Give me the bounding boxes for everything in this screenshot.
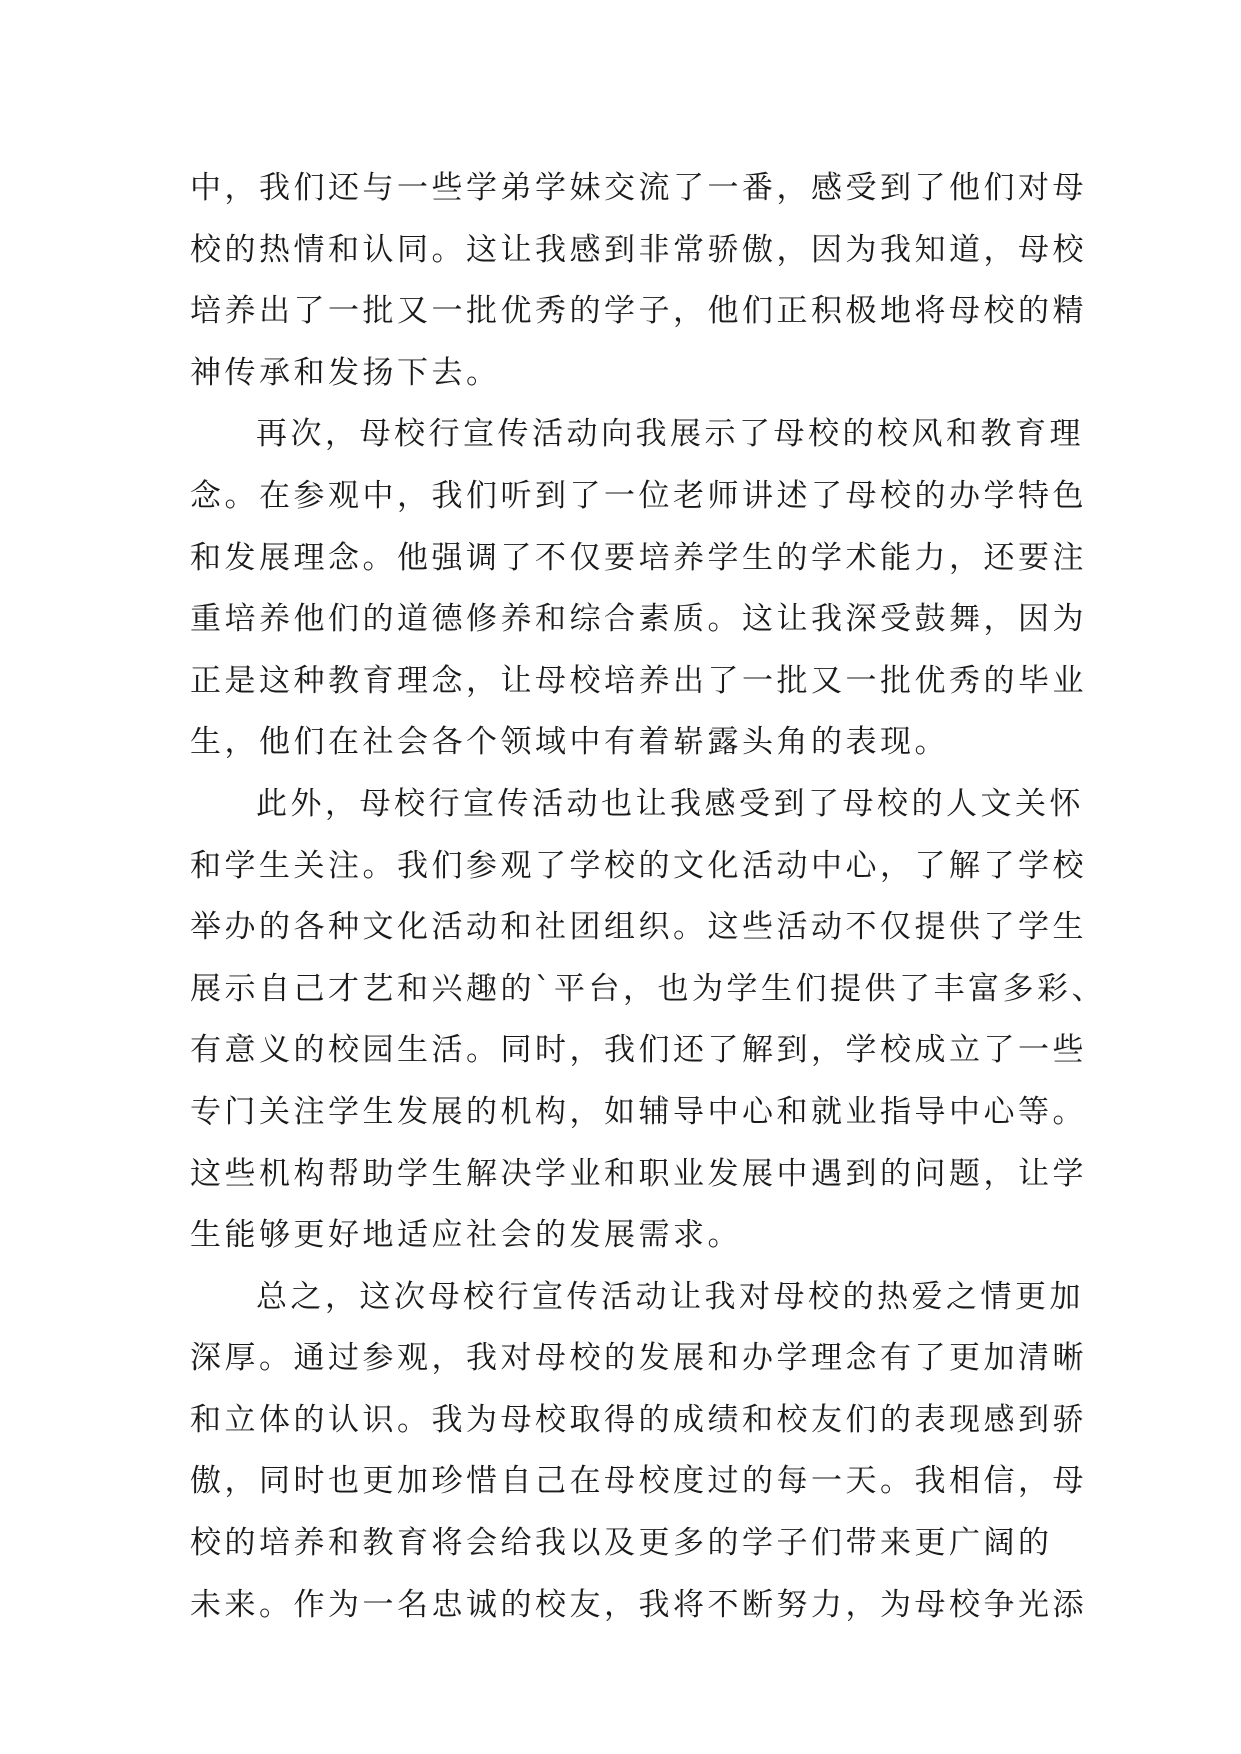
text-line: 培养出了一批又一批优秀的学子，他们正积极地将母校的精 (190, 293, 1087, 330)
text-line: 念。在参观中，我们听到了一位老师讲述了母校的办学特色 (190, 477, 1087, 514)
text-line: 举办的各种文化活动和社团组织。这些活动不仅提供了学生 (190, 909, 1087, 946)
text-line: 中，我们还与一些学弟学妹交流了一番，感受到了他们对母 (190, 170, 1087, 206)
text-line: 总之，这次母校行宣传活动让我对母校的热爱之情更加 (256, 1278, 1084, 1315)
text-line: 和发展理念。他强调了不仅要培养学生的学术能力，还要注 (190, 539, 1087, 576)
text-line: 生，他们在社会各个领域中有着崭露头角的表现。 (190, 724, 949, 761)
text-line: 正是这种教育理念，让母校培养出了一批又一批优秀的毕业 (190, 662, 1087, 699)
text-line: 专门关注学生发展的机构，如辅导中心和就业指导中心等。 (190, 1093, 1087, 1130)
text-line: 和立体的认识。我为母校取得的成绩和校友们的表现感到骄 (190, 1401, 1087, 1438)
text-line: 未来。作为一名忠诚的校友，我将不断努力，为母校争光添 (190, 1586, 1087, 1623)
text-line: 此外，母校行宣传活动也让我感受到了母校的人文关怀 (256, 785, 1084, 822)
text-line: 傲，同时也更加珍惜自己在母校度过的每一天。我相信，母 (190, 1463, 1087, 1500)
text-line: 重培养他们的道德修养和综合素质。这让我深受鼓舞，因为 (190, 601, 1087, 638)
text-line: 有意义的校园生活。同时，我们还了解到，学校成立了一些 (190, 1032, 1087, 1069)
text-line: 这些机构帮助学生解决学业和职业发展中遇到的问题，让学 (190, 1155, 1087, 1192)
text-line: 展示自己才艺和兴趣的`平台，也为学生们提供了丰富多彩、 (190, 970, 1106, 1007)
text-line: 校的培养和教育将会给我以及更多的学子们带来更广阔的 (190, 1525, 1053, 1562)
text-line: 深厚。通过参观，我对母校的发展和办学理念有了更加清晰 (190, 1340, 1087, 1377)
text-line: 神传承和发扬下去。 (190, 354, 501, 391)
text-line: 生能够更好地适应社会的发展需求。 (190, 1217, 742, 1254)
text-line: 再次，母校行宣传活动向我展示了母校的校风和教育理 (256, 416, 1084, 453)
body-text (190, 158, 1106, 1636)
text-line: 和学生关注。我们参观了学校的文化活动中心，了解了学校 (190, 847, 1087, 884)
text-line: 校的热情和认同。这让我感到非常骄傲，因为我知道，母校 (190, 231, 1087, 268)
